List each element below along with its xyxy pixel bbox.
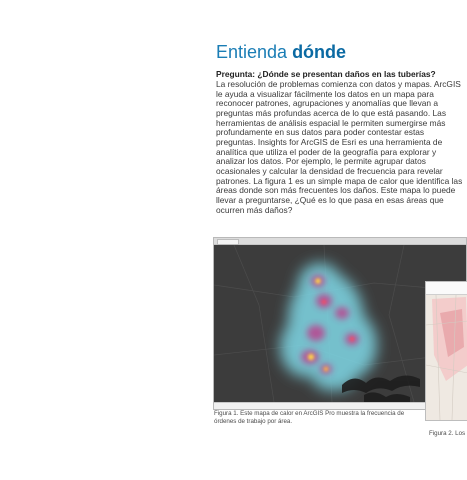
body-line: preguntas más profundas acerca de lo que está pasando. Las bbox=[216, 107, 447, 118]
body-line: llevar a preguntarse, ¿Qué es lo que pasa en esas áreas que bbox=[216, 194, 444, 205]
body-line: patrones. La figura 1 es un simple mapa de calor que identifica las bbox=[216, 175, 463, 186]
figure2-map-image bbox=[426, 295, 467, 420]
caption-line: Figura 1. Este mapa de calor en ArcGIS Pro muestra la frecuencia de bbox=[214, 410, 405, 417]
figure1-caption bbox=[214, 410, 404, 426]
body-line: herramientas de análisis espacial le permiten sumergirse más bbox=[216, 117, 446, 128]
body-line: le ayuda a visualizar fácilmente los datos en un mapa para bbox=[216, 88, 434, 99]
body-line: reconocer patrones, agrupaciones y anomalías que llevan a bbox=[216, 98, 439, 109]
body-paragraph bbox=[216, 80, 466, 215]
figure2-header bbox=[426, 282, 467, 295]
heading-accent: dónde bbox=[292, 42, 347, 62]
section-heading bbox=[216, 41, 346, 63]
body-line: profundamente en sus datos para poder contestar estas bbox=[216, 127, 425, 138]
body-line: analítica que utiliza el poder de la geografía para explorar y bbox=[216, 146, 437, 157]
figure2-caption: Figura 2. Los bbox=[429, 430, 466, 437]
caption-line: órdenes de trabajo por área. bbox=[214, 418, 293, 425]
body-line: La resolución de problemas comienza con datos y mapas. ArcGIS bbox=[216, 79, 461, 89]
question-line: Pregunta: ¿Dónde se presentan daños en las tuberías? bbox=[216, 69, 436, 79]
heading-plain: Entienda bbox=[216, 42, 293, 62]
body-line: analizar los datos. Por ejemplo, le permite agrupar datos bbox=[216, 156, 426, 167]
figure2-screenshot bbox=[425, 281, 467, 421]
body-line: áreas donde son más frecuentes los daños. Este mapa lo puede bbox=[216, 185, 456, 196]
figure1-titlebar bbox=[214, 238, 466, 245]
body-line: preguntas. Insights for ArcGIS de Esri es una herramienta de bbox=[216, 136, 443, 147]
body-line: ocurren más daños? bbox=[216, 204, 293, 215]
body-line: ocasionales y calcular la densidad de frecuencia para revelar bbox=[216, 165, 443, 176]
